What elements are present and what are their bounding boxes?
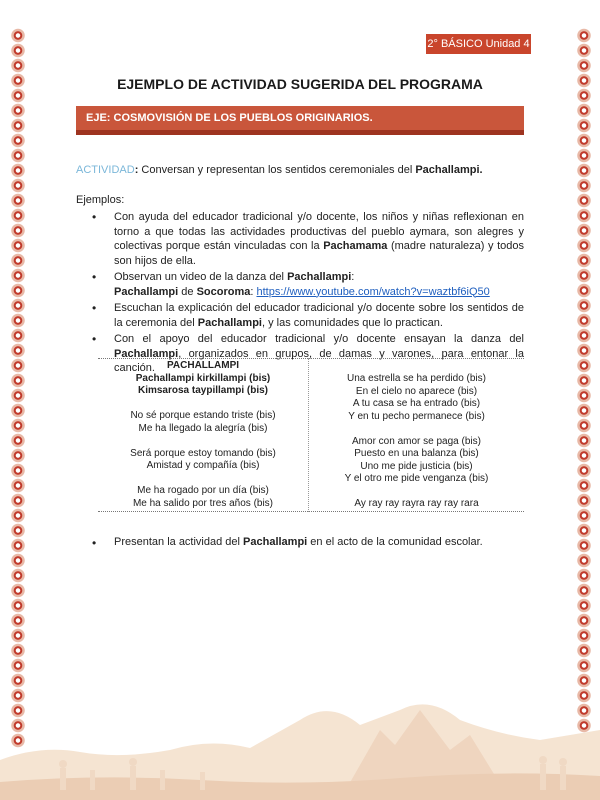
song-line: Me ha llegado la alegría (bis) [138, 422, 268, 434]
song-line: En el cielo no aparece (bis) [355, 385, 478, 397]
bullet-text: en el acto de la comunidad escolar. [307, 536, 483, 548]
song-line: Me ha salido por tres años (bis) [132, 497, 274, 509]
activity-bold: Pachallampi. [415, 164, 483, 176]
activity-label: ACTIVIDAD [76, 164, 135, 176]
bullet-text: , organizados en grupos, de damas y varones, para entonar la canción. [114, 347, 524, 374]
bullet-text: , y las comunidades que lo practican. [261, 316, 443, 329]
song-line: No sé porque estando triste (bis) [130, 410, 276, 421]
song-line: A tu casa se ha entrado (bis) [352, 398, 481, 409]
song-right-column [309, 359, 525, 512]
song-line: Amistad y compañía (bis) [146, 460, 260, 471]
bullet-bold: Pachallampi [114, 285, 179, 298]
song-lyrics-table [98, 358, 524, 512]
list-item [92, 270, 524, 299]
eje-label: EJE: COSMOVISIÓN DE LOS PUEBLOS ORIGINARIOS. [86, 112, 373, 124]
final-list [92, 536, 524, 548]
list-item [92, 210, 524, 268]
song-line: Y en tu pecho permanece (bis) [348, 410, 485, 422]
unit-tab: 2° BÁSICO Unidad 4 [426, 34, 531, 54]
bullet-bold: Pachallampi [243, 536, 308, 548]
andean-landscape-illustration [0, 690, 600, 800]
song-line: Pachallampi kirkillampi (bis) [135, 372, 271, 384]
song-line: Kimsarosa taypillampi (bis) [137, 385, 269, 396]
bullet-text: Escuchan la explicación del educador tradicional y/o docente sobre los sentidos de la ceremonia del [114, 302, 524, 329]
eje-banner [76, 106, 524, 135]
song-line: Puesto en una balanza (bis) [354, 448, 479, 459]
song-left-column [98, 359, 309, 512]
bullet-text: : [250, 285, 257, 298]
page-title: EJEMPLO DE ACTIVIDAD SUGERIDA DEL PROGRAMA [117, 76, 483, 92]
bullet-bold: Pachallampi [197, 316, 262, 329]
bullet-text: : [351, 271, 355, 283]
song-line: Uno me pide justicia (bis) [360, 460, 473, 472]
bullet-bold: Pachamama [323, 240, 388, 252]
examples-heading: Ejemplos: [76, 194, 125, 206]
song-line: Me ha rogado por un día (bis) [137, 485, 269, 496]
song-line: Y el otro me pide venganza (bis) [344, 473, 489, 484]
bullet-text: Observan un video de la danza del [114, 271, 288, 283]
bullet-text: (madre naturaleza) y todos son hijos de ella. [114, 240, 524, 267]
bullet-text: Con el apoyo del educador tradicional y/o docente ensayan la danza del [114, 333, 524, 345]
examples-list [92, 210, 524, 378]
song-line: Amor con amor se paga (bis) [352, 435, 481, 447]
song-line: Será porque estoy tomando (bis) [130, 447, 276, 459]
song-line: Ay ray ray rayra ray ray rara [354, 498, 479, 509]
bullet-bold: Pachallampi [287, 271, 352, 283]
bullet-bold: Pachallampi [114, 347, 179, 360]
video-link[interactable]: https://www.youtube.com/watch?v=waztbf6iQ50 [256, 285, 490, 298]
list-item [92, 536, 524, 548]
list-item [92, 301, 524, 330]
bullet-text: de [178, 285, 197, 298]
activity-colon: : [134, 164, 139, 176]
decorative-border-left [10, 28, 26, 748]
decorative-border-right [576, 28, 592, 748]
bullet-text: Con ayuda del educador tradicional y/o docente, los niños y niñas reflexionan en torno a que todas las actividades productivas del pueblo aymara, son alegres y colectivas porque están vinculadas con la [114, 211, 524, 252]
bullet-bold: Socoroma [196, 285, 251, 298]
activity-text: Conversan y representan los sentidos ceremoniales del [138, 164, 416, 176]
song-title: PACHALLAMPI [166, 360, 240, 371]
activity-statement [76, 164, 526, 176]
bullet-text: Presentan la actividad del [114, 536, 244, 548]
song-line: Una estrella se ha perdido (bis) [347, 373, 486, 384]
